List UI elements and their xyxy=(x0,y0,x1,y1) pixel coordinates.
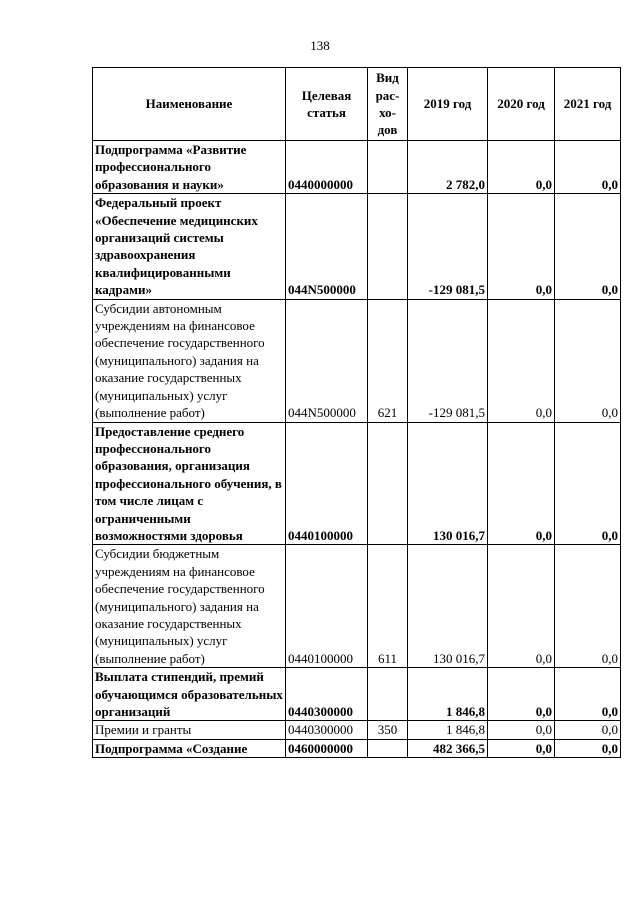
row-target-article-cell: 044N500000 xyxy=(286,194,368,299)
row-value-2020-cell: 0,0 xyxy=(488,299,555,422)
table-body xyxy=(93,141,621,758)
row-expense-type-cell: 611 xyxy=(368,545,408,668)
table-row xyxy=(93,668,621,721)
row-expense-type-cell xyxy=(368,194,408,299)
row-value-2020-cell: 0,0 xyxy=(488,668,555,721)
row-target-article-cell: 044N500000 xyxy=(286,299,368,422)
row-expense-type-cell: 621 xyxy=(368,299,408,422)
header-expense-type-line: дов xyxy=(377,122,398,138)
table-row xyxy=(93,721,621,739)
row-value-2019-cell: 2 782,0 xyxy=(408,141,488,194)
row-name-cell: Подпрограмма «Создание xyxy=(93,739,286,757)
header-expense-type-line: хо- xyxy=(379,105,396,120)
row-name-cell: Субсидии бюджетным учреждениям на финансовое обеспечение государственного (муниципального) задания на оказание государственных (муниципальных) услуг (выполнение работ) xyxy=(93,545,286,668)
row-value-2019-cell: 1 846,8 xyxy=(408,721,488,739)
table-row xyxy=(93,299,621,422)
header-year-2020: 2020 год xyxy=(488,68,555,141)
row-value-2020-cell: 0,0 xyxy=(488,545,555,668)
row-value-2021-cell: 0,0 xyxy=(555,545,621,668)
table-row xyxy=(93,194,621,299)
row-name-cell: Премии и гранты xyxy=(93,721,286,739)
row-value-2021-cell: 0,0 xyxy=(555,422,621,545)
row-value-2021-cell: 0,0 xyxy=(555,668,621,721)
row-value-2019-cell: -129 081,5 xyxy=(408,194,488,299)
header-year-2019: 2019 год xyxy=(408,68,488,141)
row-expense-type-cell xyxy=(368,141,408,194)
row-value-2019-cell: -129 081,5 xyxy=(408,299,488,422)
row-name-cell: Подпрограмма «Развитие профессионального образования и науки» xyxy=(93,141,286,194)
row-value-2021-cell: 0,0 xyxy=(555,194,621,299)
table-row xyxy=(93,422,621,545)
row-value-2020-cell: 0,0 xyxy=(488,721,555,739)
header-expense-type xyxy=(368,68,408,141)
row-target-article-cell: 0460000000 xyxy=(286,739,368,757)
row-expense-type-cell xyxy=(368,739,408,757)
row-value-2020-cell: 0,0 xyxy=(488,739,555,757)
page-number: 138 xyxy=(310,38,330,53)
row-expense-type-cell xyxy=(368,422,408,545)
header-expense-type-line: Вид xyxy=(376,70,399,86)
table-header-row xyxy=(93,68,621,141)
row-target-article-cell: 0440100000 xyxy=(286,422,368,545)
row-value-2019-cell: 130 016,7 xyxy=(408,422,488,545)
row-value-2020-cell: 0,0 xyxy=(488,422,555,545)
row-value-2021-cell: 0,0 xyxy=(555,721,621,739)
row-name-cell: Выплата стипендий, премий обучающимся образовательных организаций xyxy=(93,668,286,721)
row-value-2020-cell: 0,0 xyxy=(488,141,555,194)
row-target-article-cell: 0440300000 xyxy=(286,668,368,721)
row-target-article-cell: 0440000000 xyxy=(286,141,368,194)
row-value-2021-cell: 0,0 xyxy=(555,299,621,422)
header-target-article: Целевая статья xyxy=(286,68,368,141)
row-target-article-cell: 0440300000 xyxy=(286,721,368,739)
row-name-cell: Федеральный проект «Обеспечение медицинских организаций системы здравоохранения квалифицированными кадрами» xyxy=(93,194,286,299)
row-expense-type-cell xyxy=(368,668,408,721)
table-row xyxy=(93,545,621,668)
header-expense-type-line: рас- xyxy=(375,87,400,103)
row-target-article-cell: 0440100000 xyxy=(286,545,368,668)
table-row xyxy=(93,141,621,194)
row-value-2020-cell: 0,0 xyxy=(488,194,555,299)
row-value-2021-cell: 0,0 xyxy=(555,141,621,194)
header-year-2021: 2021 год xyxy=(555,68,621,141)
header-name: Наименование xyxy=(93,68,286,141)
budget-table xyxy=(92,67,621,758)
row-value-2019-cell: 1 846,8 xyxy=(408,668,488,721)
row-name-cell: Предоставление среднего профессионального образования, организация профессионального обучения, в том числе лицам с ограниченными возможностями здоровья xyxy=(93,422,286,545)
row-value-2021-cell: 0,0 xyxy=(555,739,621,757)
row-name-cell: Субсидии автономным учреждениям на финансовое обеспечение государственного (муниципального) задания на оказание государственных (муниципальных) услуг (выполнение работ) xyxy=(93,299,286,422)
row-value-2019-cell: 482 366,5 xyxy=(408,739,488,757)
table-row xyxy=(93,739,621,757)
row-expense-type-cell: 350 xyxy=(368,721,408,739)
row-value-2019-cell: 130 016,7 xyxy=(408,545,488,668)
